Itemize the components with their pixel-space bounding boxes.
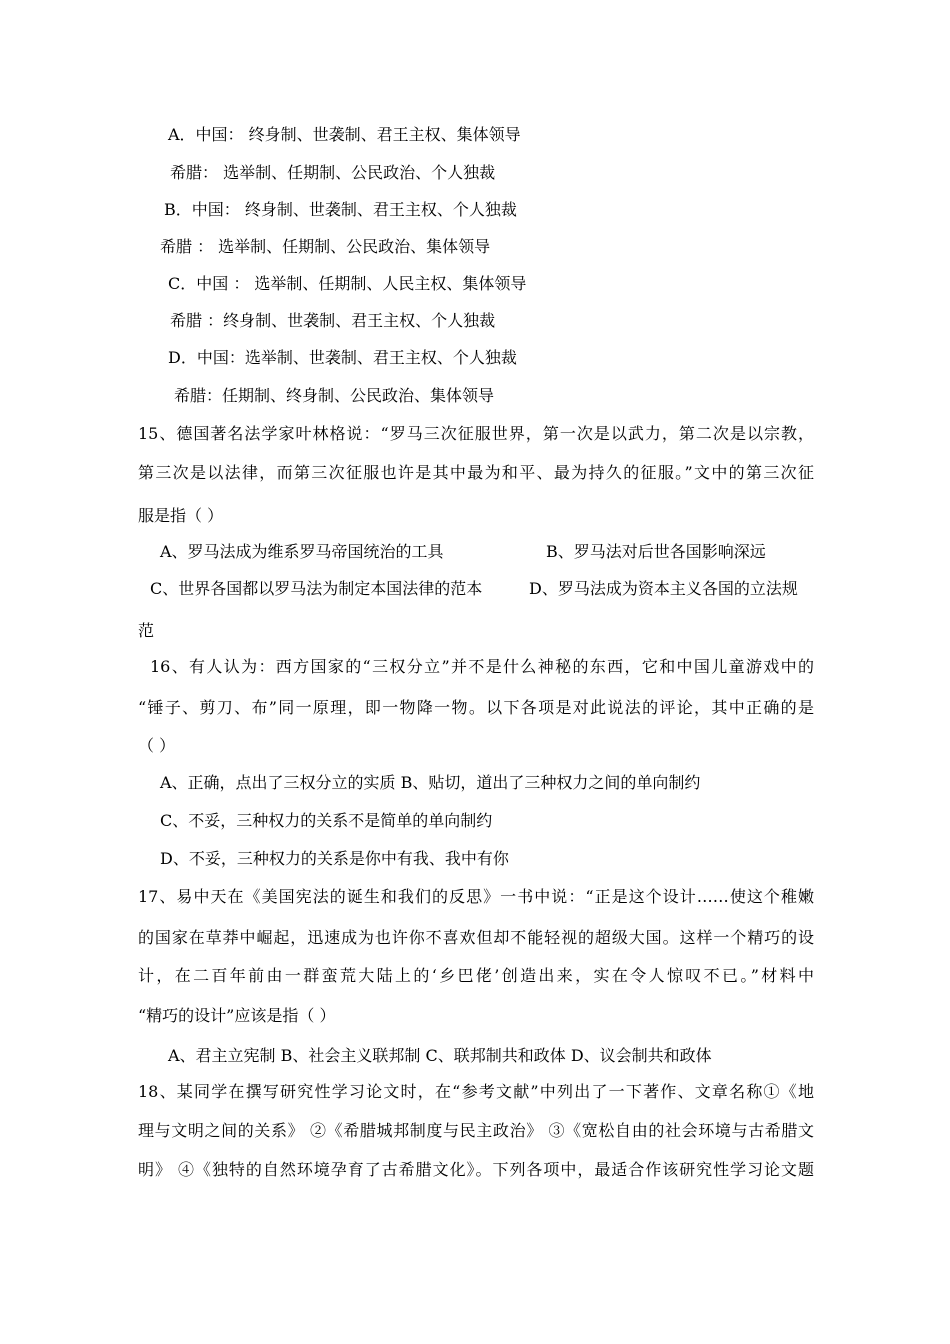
q16-options-a-b: A、正确，点出了三权分立的实质 B、贴切，道出了三种权力之间的单向制约 <box>160 773 701 792</box>
q17-stem-line2: 的国家在草莽中崛起，迅速成为也许你不喜欢但却不能轻视的超级大国。这样一个精巧的设 <box>138 928 814 947</box>
q14-option-d-china: D．中国：选举制、世袭制、君王主权、个人独裁 <box>168 348 517 367</box>
q14-option-a-china: A．中国： 终身制、世袭制、君王主权、集体领导 <box>168 125 521 144</box>
q16-option-d: D、不妥，三种权力的关系是你中有我、我中有你 <box>160 849 509 868</box>
q15-stem-line2: 第三次是以法律，而第三次征服也许是其中最为和平、最为持久的征服。”文中的第三次征 <box>138 463 814 482</box>
q14-option-a-greece: 希腊： 选举制、任期制、公民政治、个人独裁 <box>170 163 496 182</box>
q15-stem-line1: 15、德国著名法学家叶林格说：“罗马三次征服世界，第一次是以武力，第二次是以宗教， <box>138 424 814 443</box>
q18-stem-line2: 理与文明之间的关系》 ②《希腊城邦制度与民主政治》 ③《宽松自由的社会环境与古希腊文 <box>138 1121 814 1140</box>
q16-stem-line3: （ ） <box>138 736 176 755</box>
q15-option-b: B、罗马法对后世各国影响深远 <box>546 542 766 561</box>
q16-stem-line2: “锤子、剪刀、布”同一原理，即一物降一物。以下各项是对此说法的评论，其中正确的是 <box>138 698 814 717</box>
q17-stem-line1: 17、易中天在《美国宪法的诞生和我们的反思》一书中说：“正是这个设计……使这个稚嫩 <box>138 887 814 906</box>
q18-stem-line1: 18、某同学在撰写研究性学习论文时，在“参考文献”中列出了一下著作、文章名称①《地 <box>138 1082 814 1101</box>
q14-option-b-china: B．中国： 终身制、世袭制、君王主权、个人独裁 <box>164 200 517 219</box>
q16-option-c: C、不妥，三种权力的关系不是简单的单向制约 <box>160 811 493 830</box>
q17-options: A、君主立宪制 B、社会主义联邦制 C、联邦制共和政体 D、议会制共和政体 <box>168 1046 712 1065</box>
q17-stem-line4: “精巧的设计”应该是指（ ） <box>138 1006 336 1025</box>
q15-option-d: D、罗马法成为资本主义各国的立法规 <box>529 579 798 598</box>
q14-option-c-china: C．中国 ： 选举制、任期制、人民主权、集体领导 <box>168 274 527 293</box>
q15-stem-line3: 服是指（ ） <box>138 506 224 525</box>
q15-option-a: A、罗马法成为维系罗马帝国统治的工具 <box>160 542 444 561</box>
q17-stem-line3: 计，在二百年前由一群蛮荒大陆上的‘乡巴佬’创造出来，实在令人惊叹不已。”材料中 <box>138 966 814 985</box>
q15-option-c: C、世界各国都以罗马法为制定本国法律的范本 <box>150 579 483 598</box>
q15-option-d-continued: 范 <box>138 621 155 640</box>
q16-stem-line1: 16、有人认为：西方国家的“三权分立”并不是什么神秘的东西，它和中国儿童游戏中的 <box>150 657 814 676</box>
q14-option-b-greece: 希腊 ： 选举制、任期制、公民政治、集体领导 <box>160 237 491 256</box>
q14-option-d-greece: 希腊：任期制、终身制、公民政治、集体领导 <box>174 386 495 405</box>
q18-stem-line3: 明》 ④《独特的自然环境孕育了古希腊文化》。下列各项中，最适合作该研究性学习论文题 <box>138 1160 814 1179</box>
q14-option-c-greece: 希腊 ：终身制、世袭制、君王主权、个人独裁 <box>170 311 496 330</box>
